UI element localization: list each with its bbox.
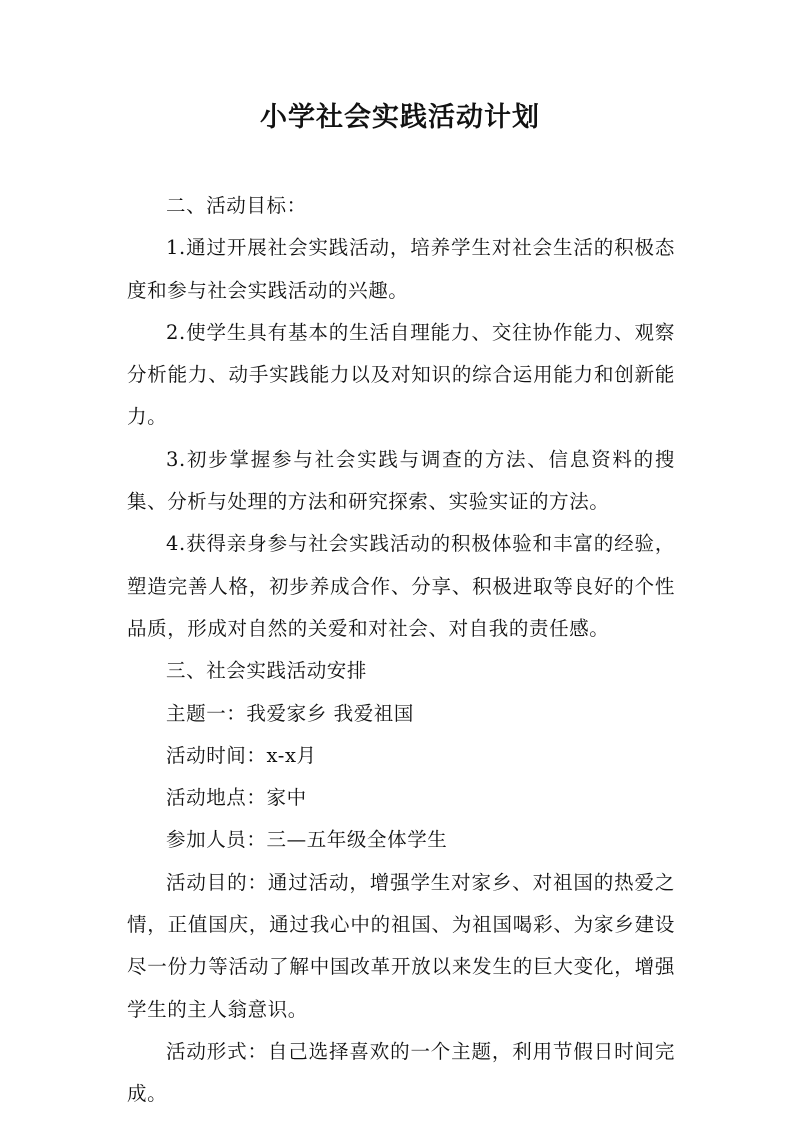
activity-purpose: 活动目的：通过活动，增强学生对家乡、对祖国的热爱之情，正值国庆，通过我心中的祖国、为祖国喝彩、为家乡建设尽一份力等活动了解中国改革开放以来发生的巨大变化，增强学生的主人翁意识。 xyxy=(127,870,675,1021)
goal-item-1: 1.通过开展社会实践活动，培养学生对社会生活的积极态度和参与社会实践活动的兴趣。 xyxy=(127,236,675,302)
activity-location: 活动地点：家中 xyxy=(166,786,307,810)
activity-time: 活动时间：x-x月 xyxy=(166,743,317,767)
theme-one: 主题一：我爱家乡 我爱祖国 xyxy=(166,701,414,725)
goal-item-2: 2.使学生具有基本的生活自理能力、交往协作能力、观察分析能力、动手实践能力以及对知识的综合运用能力和创新能力。 xyxy=(127,320,675,429)
participants: 参加人员：三—五年级全体学生 xyxy=(166,828,448,852)
section-heading-goals: 二、活动目标： xyxy=(166,194,307,217)
document-body xyxy=(127,185,675,1116)
activity-form: 活动形式：自己选择喜欢的一个主题，利用节假日时间完成。 xyxy=(127,1039,675,1106)
document-title: 小学社会实践活动计划 xyxy=(260,102,540,133)
section-heading-arrangement: 三、社会实践活动安排 xyxy=(166,659,368,683)
goal-item-3: 3.初步掌握参与社会实践与调查的方法、信息资料的搜集、分析与处理的方法和研究探索、实验实证的方法。 xyxy=(127,447,675,514)
goal-item-4: 4.获得亲身参与社会实践活动的积极体验和丰富的经验，塑造完善人格，初步养成合作、分享、积极进取等良好的个性品质，形成对自然的关爱和对社会、对自我的责任感。 xyxy=(127,532,675,640)
